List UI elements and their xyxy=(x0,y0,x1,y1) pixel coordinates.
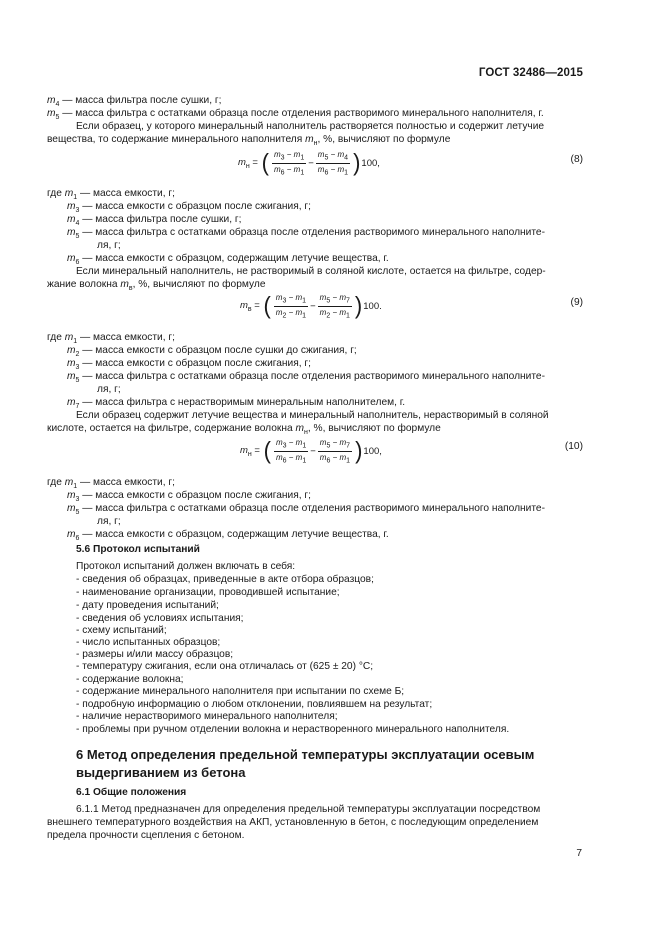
formula-number: (8) xyxy=(570,154,583,165)
paragraph-line: Если минеральный наполнитель, не растворимый в соляной кислоте, остается на фильтре, содер- xyxy=(76,266,546,277)
variable-m6: $m_6$ — масса емкости с образцом, содержащим летучие вещества, г. xyxy=(67,253,389,267)
formula-10: $m_н$ = ( $\frac{m_3 - m_1}{m_6 - m_1}$ − $\frac{m_5 - m_7}{m_6 - m_1}$ ) 100, xyxy=(240,436,382,465)
list-item: - размеры и/или массу образцов; xyxy=(76,649,234,660)
paragraph-line: кислоте, остается на фильтре, содержание волокна $m_н$, %, вычисляют по формуле xyxy=(47,423,441,437)
variable-m6: $m_6$ — масса емкости с образцом, содержащим летучие вещества, г. xyxy=(67,529,389,543)
page-number: 7 xyxy=(576,848,582,859)
variable-m5: $m_5$ — масса фильтра с остатками образца после отделения растворимого минерального наполните- xyxy=(67,371,545,385)
variable-m3: $m_3$ — масса емкости с образцом после сжигания, г; xyxy=(67,201,311,215)
list-item: - дату проведения испытаний; xyxy=(76,600,219,611)
variable-m5: $m_5$ — масса фильтра с остатками образца после отделения растворимого минерального наполните- xyxy=(67,227,545,241)
paragraph-line: Если образец, у которого минеральный наполнитель растворяется полностью и содержит летучие xyxy=(76,121,545,132)
paragraph-line: внешнего температурного воздействия на АКП, установленную в бетон, с последующим определением xyxy=(47,817,539,828)
variable-m1: где $m_1$ — масса емкости, г; xyxy=(47,332,175,346)
list-item: - наличие нерастворимого минерального наполнителя; xyxy=(76,711,338,722)
formula-number: (10) xyxy=(564,441,583,452)
section-6-1-title: 6.1 Общие положения xyxy=(76,787,187,798)
section-6-title-cont: выдергиванием из бетона xyxy=(76,765,246,780)
formula-number: (9) xyxy=(570,297,583,308)
variable-m2: $m_2$ — масса емкости с образцом после сушки до сжигания, г; xyxy=(67,345,357,359)
section-5-6-title: 5.6 Протокол испытаний xyxy=(76,544,200,555)
list-item: - наименование организации, проводившей испытание; xyxy=(76,587,340,598)
variable-m3: $m_3$ — масса емкости с образцом после сжигания, г; xyxy=(67,358,311,372)
paragraph-line: Если образец содержит летучие вещества и минеральный наполнитель, нерастворимый в соляной xyxy=(76,410,549,421)
section-6-title: 6 Метод определения предельной температуры эксплуатации осевым xyxy=(76,747,535,762)
variable-m1: где $m_1$ — масса емкости, г; xyxy=(47,188,175,202)
variable-m4: $m_4$ — масса фильтра после сушки, г; xyxy=(67,214,242,228)
list-item: - сведения об образцах, приведенные в акте отбора образцов; xyxy=(76,574,374,585)
continuation: ля, г; xyxy=(97,384,121,395)
variable-m5: $m_5$ — масса фильтра с остатками образца после отделения растворимого минерального наполнителя, г. xyxy=(47,108,544,122)
standard-code: ГОСТ 32486—2015 xyxy=(478,67,583,79)
continuation: ля, г; xyxy=(97,516,121,527)
list-item: - схему испытаний; xyxy=(76,625,167,636)
variable-m7: $m_7$ — масса фильтра с нерастворимым минеральным наполнителем, г. xyxy=(67,397,406,411)
variable-m5: $m_5$ — масса фильтра с остатками образца после отделения растворимого минерального наполните- xyxy=(67,503,545,517)
list-item: - подробную информацию о любом отклонении, повлиявшем на результат; xyxy=(76,699,433,710)
paragraph-line: предела прочности сцепления с бетоном. xyxy=(47,830,245,841)
list-item: - температуру сжигания, если она отличалась от (625 ± 20) °С; xyxy=(76,661,374,672)
variable-m3: $m_3$ — масса емкости с образцом после сжигания, г; xyxy=(67,490,311,504)
paragraph-line: Протокол испытаний должен включать в себя: xyxy=(76,561,296,572)
formula-8: $m_н$ = ( $\frac{m_3 - m_1}{m_6 - m_1}$ − $\frac{m_5 - m_4}{m_6 - m_1}$ ) 100, xyxy=(238,148,380,177)
variable-desc: — масса фильтра с остатками образца после отделения растворимого минерального наполнителя, г. xyxy=(62,108,544,119)
list-item: - число испытанных образцов; xyxy=(76,637,221,648)
variable-m1: где $m_1$ — масса емкости, г; xyxy=(47,477,175,491)
list-item: - содержание волокна; xyxy=(76,674,184,685)
list-item: - сведения об условиях испытания; xyxy=(76,613,244,624)
variable-desc: — масса фильтра после сушки, г; xyxy=(62,95,222,106)
paragraph-line: жание волокна $m_в$, %, вычисляют по формуле xyxy=(47,279,266,293)
paragraph-line: вещества, то содержание минерального наполнителя $m_н$, %, вычисляют по формуле xyxy=(47,134,451,148)
list-item: - содержание минерального наполнителя при испытании по схеме Б; xyxy=(76,686,405,697)
variable-m4: $m_4$ — масса фильтра после сушки, г; xyxy=(47,95,222,109)
paragraph-line: 6.1.1 Метод предназначен для определения предельной температуры эксплуатации посредством xyxy=(76,804,541,815)
list-item: - проблемы при ручном отделении волокна и нерастворенного минерального наполнителя. xyxy=(76,724,510,735)
continuation: ля, г; xyxy=(97,240,121,251)
formula-9: $m_в$ = ( $\frac{m_3 - m_1}{m_2 - m_1}$ − $\frac{m_5 - m_7}{m_2 - m_1}$ ) 100. xyxy=(240,291,382,320)
